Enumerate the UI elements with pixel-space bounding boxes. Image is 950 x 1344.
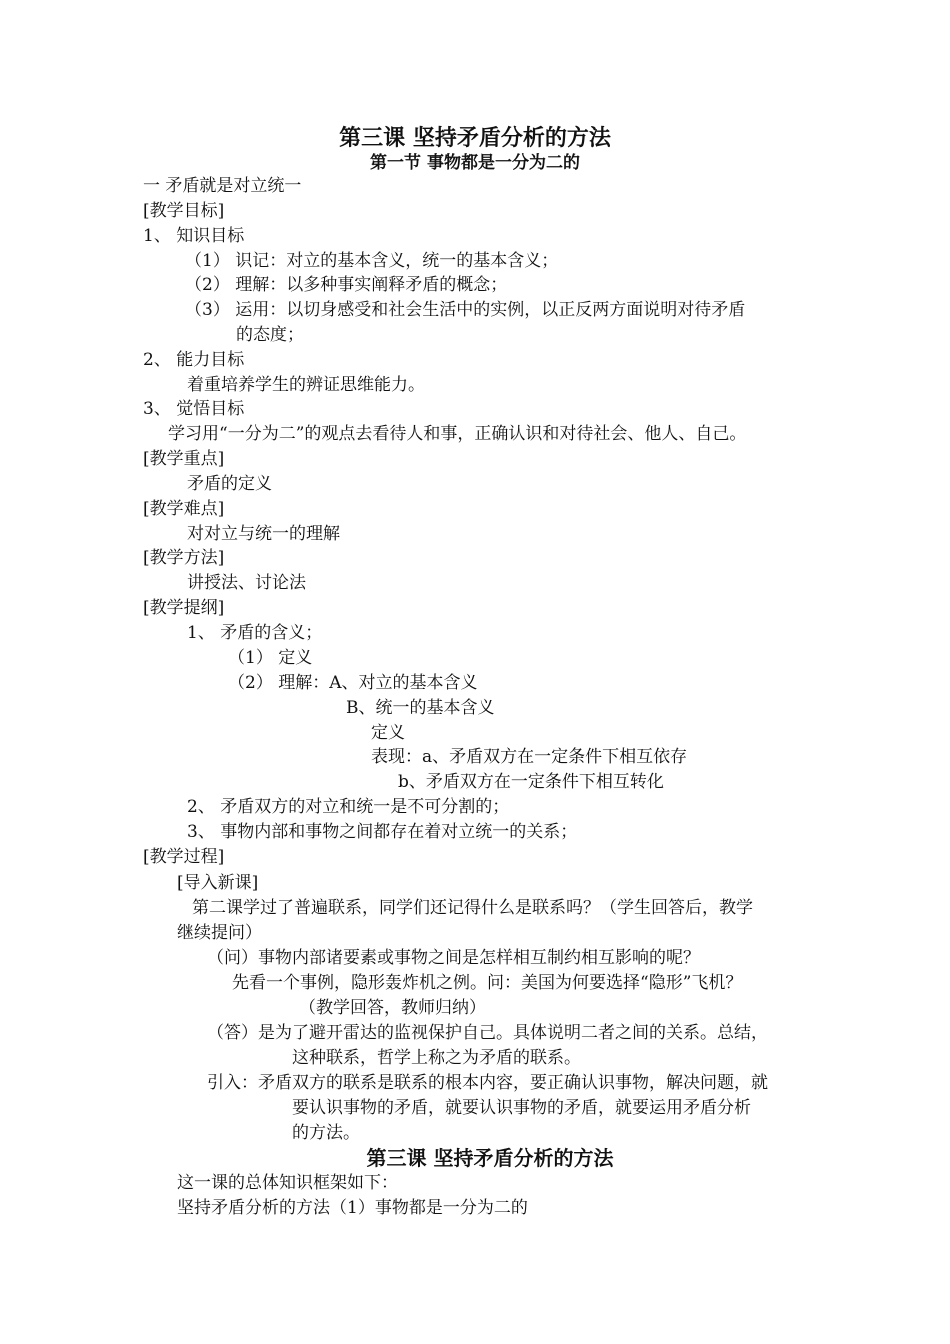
knowledge-item-1: （1） 识记：对立的基本含义，统一的基本含义； bbox=[185, 251, 559, 271]
intro-label: [导入新课] bbox=[177, 873, 259, 893]
intro-paragraph-cont: 继续提问） bbox=[177, 923, 262, 943]
awareness-goal: 3、 觉悟目标 bbox=[143, 399, 245, 419]
knowledge-item-3-cont: 的态度； bbox=[236, 325, 304, 345]
lesson-title-repeat: 第三课 坚持矛盾分析的方法 bbox=[366, 1146, 614, 1170]
outline-label: [教学提纲] bbox=[143, 598, 225, 618]
intro-paragraph: 第二课学过了普遍联系，同学们还记得什么是联系吗？（学生回答后，教学 bbox=[192, 898, 753, 918]
outline-item-3: 3、 事物内部和事物之间都存在着对立统一的关系； bbox=[187, 822, 578, 842]
outline-item-2: 2、 矛盾双方的对立和统一是不可分割的； bbox=[187, 797, 510, 817]
lead-cont-2: 的方法。 bbox=[292, 1123, 360, 1143]
ability-goal: 2、 能力目标 bbox=[143, 350, 245, 370]
outline-definition: 定义 bbox=[371, 723, 405, 743]
process-label: [教学过程] bbox=[143, 847, 225, 867]
outline-item-1-1: （1） 定义 bbox=[228, 648, 313, 668]
framework-line: 坚持矛盾分析的方法（1）事物都是一分为二的 bbox=[177, 1198, 528, 1218]
method-label: [教学方法] bbox=[143, 548, 225, 568]
example-note: （教学回答，教师归纳） bbox=[299, 998, 486, 1018]
method-text: 讲授法、讨论法 bbox=[187, 573, 306, 593]
focus-label: [教学重点] bbox=[143, 449, 225, 469]
outline-show-b: b、矛盾双方在一定条件下相互转化 bbox=[398, 772, 664, 792]
answer-line: （答）是为了避开雷达的监视保护自己。具体说明二者之间的关系。总结， bbox=[207, 1023, 768, 1043]
difficulty-label: [教学难点] bbox=[143, 499, 225, 519]
answer-cont: 这种联系，哲学上称之为矛盾的联系。 bbox=[292, 1048, 581, 1068]
outline-item-1: 1、 矛盾的含义； bbox=[187, 623, 323, 643]
section-title: 第一节 事物都是一分为二的 bbox=[370, 153, 580, 173]
knowledge-goal: 1、 知识目标 bbox=[143, 226, 245, 246]
lead-line: 引入：矛盾双方的联系是联系的根本内容，要正确认识事物，解决问题，就 bbox=[207, 1073, 768, 1093]
outline-show-a: 表现：a、矛盾双方在一定条件下相互依存 bbox=[371, 747, 688, 767]
focus-text: 矛盾的定义 bbox=[187, 474, 272, 494]
outline-item-1-2b: B、统一的基本含义 bbox=[346, 698, 495, 718]
awareness-text: 学习用“一分为二”的观点去看待人和事，正确认识和对待社会、他人、自己。 bbox=[168, 424, 747, 444]
section-heading: 一 矛盾就是对立统一 bbox=[143, 176, 302, 196]
question-line: （问）事物内部诸要素或事物之间是怎样相互制约相互影响的呢？ bbox=[207, 948, 700, 968]
outline-item-1-2: （2） 理解：A、对立的基本含义 bbox=[228, 673, 478, 693]
lead-cont-1: 要认识事物的矛盾，就要认识事物的矛盾，就要运用矛盾分析 bbox=[292, 1098, 751, 1118]
goals-label: [教学目标] bbox=[143, 201, 225, 221]
knowledge-item-3: （3） 运用：以切身感受和社会生活中的实例，以正反两方面说明对待矛盾 bbox=[185, 300, 746, 320]
difficulty-text: 对对立与统一的理解 bbox=[187, 524, 340, 544]
framework-intro: 这一课的总体知识框架如下： bbox=[177, 1173, 398, 1193]
ability-text: 着重培养学生的辨证思维能力。 bbox=[187, 375, 425, 395]
knowledge-item-2: （2） 理解：以多种事实阐释矛盾的概念； bbox=[185, 275, 508, 295]
example-line: 先看一个事例，隐形轰炸机之例。问：美国为何要选择“隐形”飞机？ bbox=[232, 973, 743, 993]
lesson-title: 第三课 坚持矛盾分析的方法 bbox=[339, 125, 611, 151]
